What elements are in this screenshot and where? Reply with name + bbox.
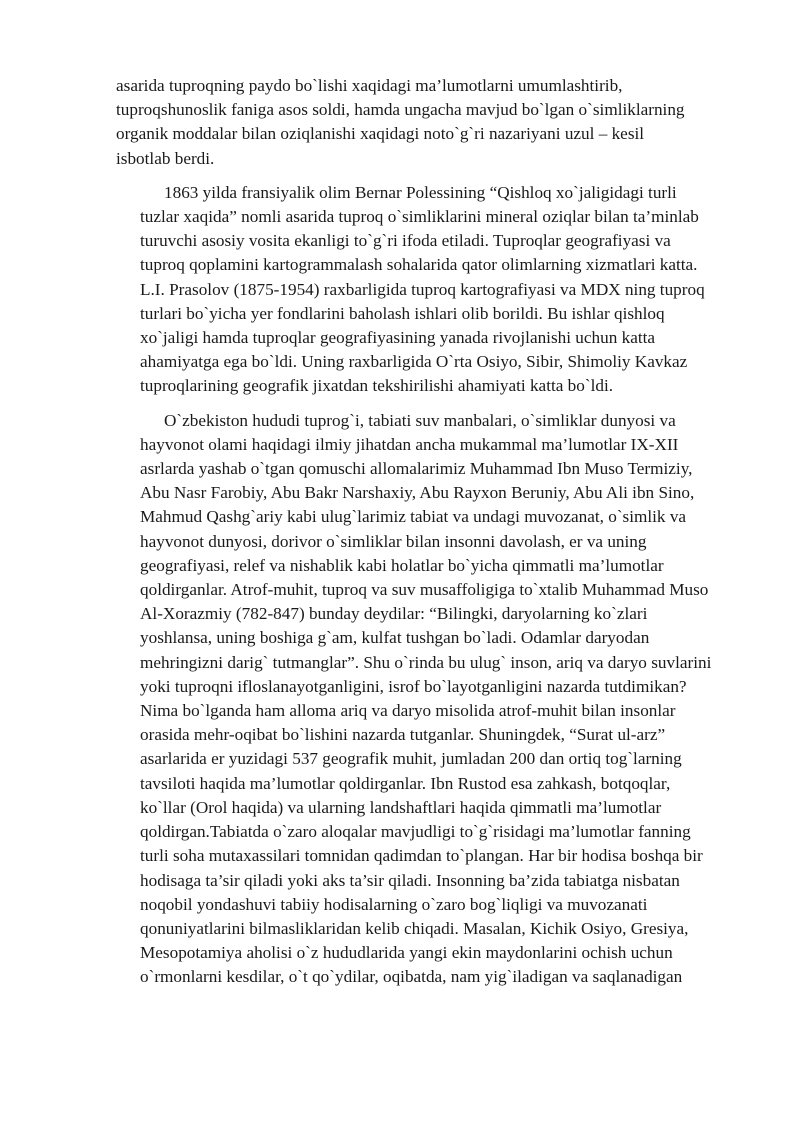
text-line: xo`jaligi hamda tuproqlar geografiyasining yanada rivojlanishi uchun katta bbox=[140, 328, 655, 348]
text-line: 1863 yilda fransiyalik olim Bernar Polessining “Qishloq xo`jaligidagi turli bbox=[164, 182, 677, 202]
text-line: asrlarda yashab o`tgan qomuschi allomalarimiz Muhammad Ibn Muso Termiziy, bbox=[140, 459, 693, 479]
text-line: o`rmonlarni kesdilar, o`t qo`ydilar, oqibatda, nam yig`iladigan va saqlanadigan bbox=[140, 967, 683, 987]
text-line: tuproq qoplamini kartogrammalash sohalarida qator olimlarning xizmatlari katta. bbox=[140, 255, 698, 275]
text-line: asarlarida er yuzidagi 537 geografik muhit, jumladan 200 dan ortiq tog`larning bbox=[140, 749, 682, 769]
text-line: hayvonot dunyosi, dorivor o`simliklar bilan insonni davolash, er va uning bbox=[140, 531, 647, 551]
text-line: Nima bo`lganda ham alloma ariq va daryo misolida atrof-muhit bilan insonlar bbox=[140, 701, 676, 721]
text-line: asarida tuproqning paydo bo`lishi xaqidagi ma’lumotlarni umumlashtirib, bbox=[116, 76, 623, 95]
text-line: L.I. Prasolov (1875-1954) raxbarligida tuproq kartografiyasi va MDX ning tuproq bbox=[140, 279, 705, 299]
text-line: qoldirganlar. Atrof-muhit, tuproq va suv musaffoligiga to`xtalib Muhammad Muso bbox=[140, 580, 709, 600]
text-line: turuvchi asosiy vosita ekanligi to`g`ri ifoda etiladi. Tuproqlar geografiyasi va bbox=[140, 231, 671, 251]
text-line: mehringizni darig` tutmanglar”. Shu o`rinda bu ulug` inson, ariq va daryo suvlarini bbox=[140, 652, 712, 672]
text-line: yoki tuproqni ifloslanayotganligini, isrof bo`layotganligini nazarda tutdimikan? bbox=[140, 676, 687, 696]
paragraph-3 bbox=[116, 409, 746, 990]
paragraph-2 bbox=[116, 181, 746, 399]
text-line: tuproqshunoslik faniga asos soldi, hamda ungacha mavjud bo`lgan o`simliklarning bbox=[116, 100, 685, 120]
text-line: tuproqlarining geografik jixatdan tekshirilishi ahamiyati katta bo`ldi. bbox=[140, 376, 614, 396]
text-line: orasida mehr-oqibat bo`lishini nazarda tutganlar. Shuningdek, “Surat ul-arz” bbox=[140, 725, 666, 745]
paragraph-1 bbox=[116, 74, 746, 171]
text-line: tavsiloti haqida ma’lumotlar qoldirganlar. Ibn Rustod esa zahkash, botqoqlar, bbox=[140, 773, 671, 793]
text-line: geografiyasi, relef va nishablik kabi holatlar bo`yicha qimmatli ma’lumotlar bbox=[140, 555, 664, 575]
text-line: noqobil yondashuvi tabiiy hodisalarning o`zaro bog`liqligi va muvozanati bbox=[140, 894, 648, 914]
text-line: O`zbekiston hududi tuprog`i, tabiati suv manbalari, o`simliklar dunyosi va bbox=[164, 410, 676, 430]
text-line: ahamiyatga ega bo`ldi. Uning raxbarligida O`rta Osiyo, Sibir, Shimoliy Kavkaz bbox=[140, 352, 688, 372]
text-line: Mahmud Qashg`ariy kabi ulug`larimiz tabiat va undagi muvozanat, o`simlik va bbox=[140, 507, 687, 527]
text-line: turli soha mutaxassilari tomnidan qadimdan to`plangan. Har bir hodisa boshqa bir bbox=[140, 846, 703, 866]
text-line: Abu Nasr Farobiy, Abu Bakr Narshaxiy, Abu Rayxon Beruniy, Abu Ali ibn Sino, bbox=[140, 483, 695, 503]
text-line: organik moddalar bilan oziqlanishi xaqidagi noto`g`ri nazariyani uzul – kesil bbox=[116, 124, 645, 144]
text-line: tuzlar xaqida” nomli asarida tuproq o`simliklarini mineral oziqlar bilan ta’minlab bbox=[140, 207, 699, 227]
text-line: hodisaga ta’sir qiladi yoki aks ta’sir qiladi. Insonning ba’zida tabiatga nisbatan bbox=[140, 870, 680, 890]
text-line: turlari bo`yicha yer fondlarini baholash ishlari olib borildi. Bu ishlar qishloq bbox=[140, 303, 665, 323]
text-line: qoldirgan.Tabiatda o`zaro aloqalar mavjudligi to`g`risidagi ma’lumotlar fanning bbox=[140, 822, 691, 842]
text-line: Al-Xorazmiy (782-847) bunday deydilar: “Bilingki, daryolarning ko`zlari bbox=[140, 604, 648, 624]
text-line: Mesopotamiya aholisi o`z hududlarida yangi ekin maydonlarini ochish uchun bbox=[140, 943, 673, 963]
text-line: isbotlab berdi. bbox=[116, 148, 215, 168]
text-line: yoshlansa, uning boshiga g`am, kulfat tushgan bo`ladi. Odamlar daryodan bbox=[140, 628, 650, 648]
text-line: qonuniyatlarini bilmasliklaridan kelib chiqadi. Masalan, Kichik Osiyo, Gresiya, bbox=[140, 918, 689, 938]
document-page bbox=[116, 74, 746, 1000]
text-line: hayvonot olami haqidagi ilmiy jihatdan ancha mukammal ma’lumotlar IX-XII bbox=[140, 434, 679, 454]
text-line: ko`llar (Orol haqida) va ularning landshaftlari haqida qimmatli ma’lumotlar bbox=[140, 797, 662, 817]
